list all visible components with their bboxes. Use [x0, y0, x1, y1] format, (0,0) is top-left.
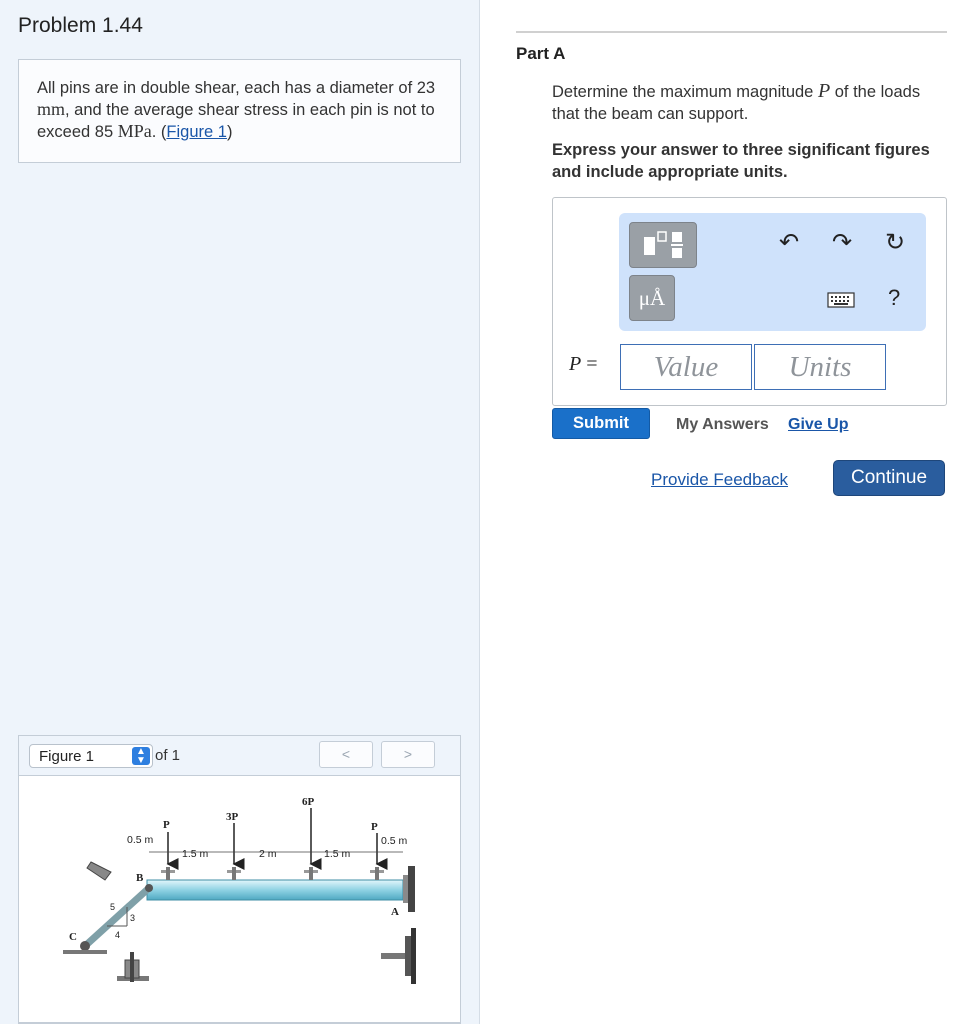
answer-box [552, 197, 947, 406]
unit-mm: mm [37, 99, 66, 119]
question-part: Determine the maximum magnitude [552, 83, 818, 101]
dim-3: 1.5 m [324, 848, 351, 860]
figure-link[interactable]: Figure 1 [166, 123, 227, 141]
reset-icon[interactable]: ↻ [884, 229, 906, 256]
pin-b [145, 884, 153, 892]
units-button[interactable]: μÅ [629, 275, 675, 321]
question-text [552, 80, 932, 125]
unit-mpa: MPa [117, 121, 152, 141]
help-button[interactable]: ? [888, 285, 901, 310]
load-label-3p: 3P [226, 811, 239, 823]
dim-right-overhang: 0.5 m [381, 835, 408, 847]
template-icon [630, 223, 698, 269]
figure-image [18, 775, 461, 1024]
label-c: C [69, 931, 77, 943]
pin-detail-a [405, 936, 411, 976]
pin-c [80, 941, 90, 951]
problem-text: ) [226, 123, 233, 141]
problem-text: . ( [151, 123, 167, 141]
ground-c [63, 950, 107, 954]
load-posts [161, 867, 384, 880]
template-button[interactable] [629, 222, 697, 268]
undo-icon[interactable]: ↶ [778, 229, 800, 256]
load-label-p-left: P [163, 819, 170, 831]
label-a: A [391, 906, 399, 918]
figure-count: of 1 [155, 747, 181, 764]
slope-label-5: 5 [110, 902, 116, 912]
redo-icon[interactable]: ↷ [831, 229, 853, 256]
slope-label-3: 3 [130, 913, 136, 923]
equation-label [569, 353, 598, 376]
pin-detail-a [411, 928, 416, 984]
keyboard-icon[interactable] [826, 287, 856, 315]
chevron-updown-icon: ▲ ▼ [132, 747, 150, 765]
answer-instructions: Express your answer to three significant figures and include appropriate units. [552, 141, 930, 181]
slope-label-4: 4 [115, 930, 121, 940]
figure-header [18, 735, 461, 775]
dim-left-overhang: 0.5 m [127, 834, 154, 846]
beam [147, 880, 403, 900]
problem-text: All pins are in double shear, each has a diameter of 23 [37, 79, 436, 97]
continue-button[interactable]: Continue [833, 460, 945, 496]
dim-1: 1.5 m [182, 848, 209, 860]
math-toolbar [619, 213, 926, 331]
equation-variable: P [569, 353, 582, 375]
my-answers-link[interactable]: My Answers [676, 416, 769, 433]
provide-feedback-link[interactable]: Provide Feedback [651, 470, 789, 489]
beam-diagram [19, 776, 460, 1022]
previous-figure-button[interactable]: < [319, 741, 373, 768]
give-up-link[interactable]: Give Up [788, 416, 849, 433]
problem-text: , and the average shear stress in each pin is not to exceed 85 [37, 101, 435, 141]
part-divider [516, 31, 947, 33]
question-variable: P [817, 80, 831, 102]
label-b: B [136, 872, 144, 884]
load-label-6p: 6P [302, 796, 315, 808]
units-input[interactable]: Units [754, 344, 886, 390]
dim-2: 2 m [259, 848, 277, 860]
value-input[interactable]: Value [620, 344, 752, 390]
wall-a [408, 866, 415, 912]
next-figure-button[interactable]: > [381, 741, 435, 768]
question-part: of the loads that the beam can support. [552, 83, 921, 123]
problem-statement [18, 59, 461, 163]
equation-equals: = [581, 353, 598, 375]
figure-select[interactable] [29, 744, 153, 768]
figure-select-value: Figure 1 [39, 748, 95, 765]
submit-button[interactable]: Submit [552, 408, 650, 439]
load-label-p-right: P [371, 821, 378, 833]
part-heading: Part A [516, 44, 566, 63]
problem-title: Problem 1.44 [18, 14, 143, 37]
